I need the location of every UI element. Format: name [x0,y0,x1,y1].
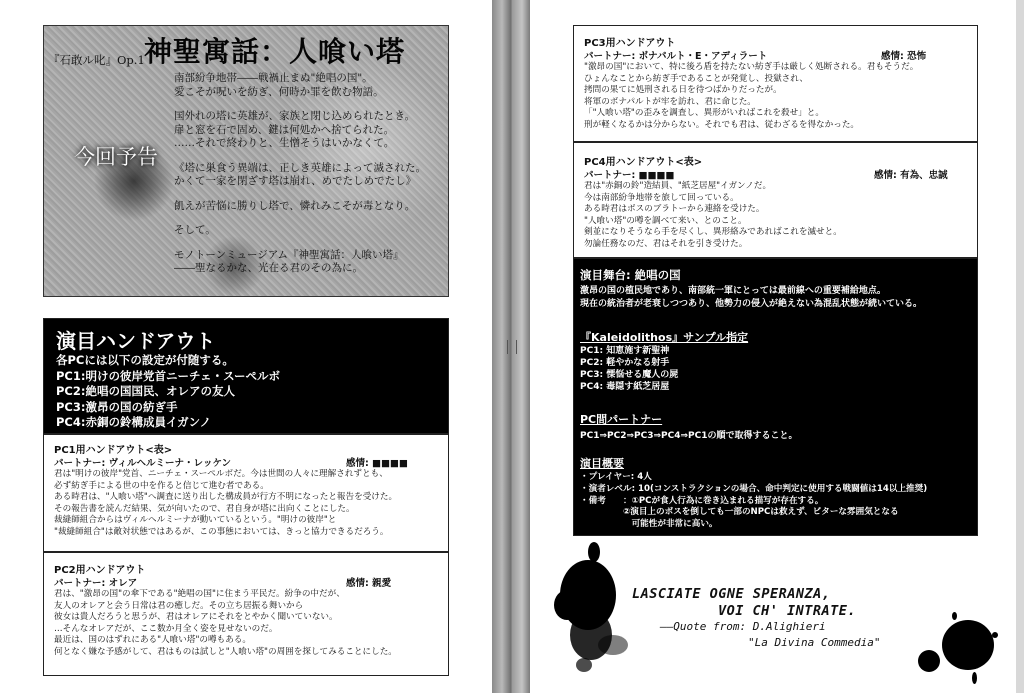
stage-panel [573,258,978,536]
stage-line: 現在の統治者が老衰しつつあり、他勢力の侵入が絶えない為混乱状態が続いている。 [580,299,923,309]
pc3-line: "激昂の国"において、特に後ろ盾を持たない紡ぎ手は厳しく処断される。君もそうだ。 [584,62,919,72]
handout-line: PC1:明けの彼岸党首ニーチェ・スーペルボ [56,368,281,383]
pc4-handout [573,142,978,258]
pc3-emotion: 感情: 恐怖 [881,51,927,62]
pc4-partner: パートナー: ■■■■ [584,170,675,181]
sample-title: 『Kaleidolithos』サンプル指定 [580,331,749,344]
preview-line: 扉と窓を石で固め、鍵は何処かへ捨てられた。 [174,123,395,136]
preview-line: ……それで終わりと、生憎そうはいかなくて。 [174,137,395,149]
quote-work: "La Divina Commedia" [748,636,881,649]
pc2-body [54,589,397,659]
partner-text: PC1⇒PC2⇒PC3⇒PC4⇒PC1の順で取得すること。 [580,431,798,441]
overview-item: ・プレイヤー: 4人 [580,472,652,482]
preview-line: 愛こそが呪いを紡ぎ、何時か罪を飲む物語。 [174,85,384,98]
preview-line [174,213,444,224]
sample-item: PC3: 慄悩せる魔人の屍 [580,370,679,380]
op-label: 『石敢ル叱』Op.1 [48,53,145,67]
handout-line: PC2:絶唱の国国民、オレアの友人 [56,384,235,398]
pc3-body [584,62,918,132]
divider-grip-icon[interactable] [507,340,517,354]
pc1-line: ある時君は、"人喰い塔"へ調査に送り出した構成員が行方不明になったと報告を受けた。 [54,492,398,503]
sample-list [580,345,678,393]
preview-line: 飢えが苦悩に勝りし塔で、憐れみこそが毒となり。 [174,199,416,212]
preview-line: ――聖なるかな、光在る君のその為に。 [174,262,363,274]
pc3-line: 「"人喰い塔"の歪みを調査し、異形がいればこれを殺せ」と。 [584,108,824,119]
pc1-emotion: 感情: ■■■■ [346,458,409,469]
pc4-line: "人喰い塔"の噂を調べて来い、とのこと。 [584,215,747,226]
preview-line: 国外れの塔に英雄が、家族と閉じ込められたとき。 [174,110,416,122]
sample-item: PC1: 知恵施す新聖神 [580,346,670,356]
overview-title: 演目概要 [580,457,624,470]
quote-line-1: LASCIATE OGNE SPERANZA, [632,586,831,602]
page-divider[interactable] [492,0,530,693]
pc3-line: ひょんなことから紡ぎ手であることが発覚し、投獄され、 [584,73,808,84]
pc2-line: 君は、"激昂の国"の傘下である"絶唱の国"に住まう平民だ。紛争の中だが、 [54,589,345,599]
preview-line: モノトーンミュージアム『神聖寓話：人喰い塔』 [174,248,404,261]
overview-item: 可能性が非常に高い。 [580,519,718,530]
pc1-partner: パートナー: ヴィルヘルミーナ・レッケン [54,458,231,469]
scrollbar-track[interactable] [1016,0,1024,693]
preview-badge: 今回予告 [74,145,158,169]
stage-description [580,285,922,311]
pc3-line: 刑が軽くなるかは分からない。それでも君は、従わざるを得なかった。 [584,119,860,130]
handout-line: PC4:赤銅の鈴構成員イガンノ [56,415,212,429]
handout-header [43,318,449,434]
sample-item: PC2: 軽やかなる射手 [580,358,670,368]
preview-panel [43,25,449,297]
overview-item: ・演者レベル: 10(コンストラクションの場合、命中判定に使用する戦闘値は14以上推奨) [580,483,928,494]
pc2-handout [43,552,449,676]
pc3-partner: パートナー: ボナパルト・E・アディラート [584,51,768,62]
quote-line-2: VOI CH' INTRATE. [718,603,857,619]
pc4-body [584,181,842,251]
stage-title: 演目舞台: 絶唱の国 [580,268,681,282]
ink-splatter-right [912,612,1002,687]
pc4-title: PC4用ハンドアウト<表> [584,157,703,168]
ink-splatter-left [548,540,628,675]
pc1-body [54,469,397,539]
preview-line [174,99,444,110]
preview-line [174,189,444,200]
scenario-title: 神聖寓話：人喰い塔 [144,35,406,68]
preview-line: 《塔に巣食う異端は、正しき英雄によって滅された。 [174,161,426,174]
preview-line: 南部紛争地帯――戦禍止まぬ"絶唱の国"。 [174,72,373,84]
preview-line: そして。 [174,224,216,236]
pc4-line: 剣並になりそうなら手を尽くし、異形絡みであればこれを滅せと。 [584,227,842,238]
overview-item: ・備考 ：①PCが食人行為に巻き込まれる描写が存在する。 [580,495,824,506]
pc1-line: "裁縫師組合"は敵対状態ではあるが、この事態においては、きっと協力できるだろう。 [54,526,389,537]
pc1-line: 君は"明けの彼岸"党首、ニーチェ・スーペルボだ。今は世間の人々に理解されずとも、 [54,469,388,479]
sample-item: PC4: 毒隠す紙芝居屋 [580,382,670,392]
preview-line: かくて一家を閉ざす塔は崩れ、めでたしめでたし》 [174,175,417,187]
handout-line: 各PCには以下の設定が付随する。 [56,353,234,367]
preview-line [174,238,444,249]
pc2-title: PC2用ハンドアウト [54,565,146,576]
pc4-emotion: 感情: 有為、忠誠 [874,170,948,181]
pc2-line: 最近は、国のはずれにある"人喰い塔"の噂もある。 [54,635,251,646]
pc2-line: …そんなオレアだが、ここ数か月全く姿を見せないのだ。 [54,623,278,634]
pc2-partner: パートナー: オレア [54,578,138,589]
handout-lines [56,353,280,431]
pc2-line: 何となく嫌な予感がして、君はものは試しと"人喰い塔"の周囲を探してみることにした。 [54,646,397,657]
pc4-line: 今は南部紛争地帯を旅して回っている。 [584,192,739,203]
pc3-handout [573,25,978,142]
pc1-line: 必ず紡ぎ手による世の中を作ると信じて進む者である。 [54,480,269,491]
partner-title: PC間パートナー [580,413,663,426]
pc1-title: PC1用ハンドアウト<表> [54,445,173,456]
overview-item: ②演目上のボスを倒しても一部のNPCは救えず、ビターな雰囲気となる [580,507,899,518]
preview-line [174,151,444,162]
pc1-line: その報告書を読んだ結果、気が向いたので、君自身が塔に出向くことにした。 [54,503,355,514]
pc2-emotion: 感情: 親愛 [346,578,392,589]
pc3-title: PC3用ハンドアウト [584,38,676,49]
pc4-line: 勿論任務なのだ、君はそれを引き受けた。 [584,238,748,249]
pc1-handout [43,434,449,552]
pc1-line: 裁縫師組合からはヴィルヘルミーナが動いているという。"明けの彼岸"と [54,515,337,526]
stage-line: 激昂の国の植民地であり、南部統一軍にとっては最前線への重要補給地点。 [580,286,886,296]
quote-source: ――Quote from: D.Alighieri [660,620,826,633]
pc4-line: 君は"赤銅の鈴"造結員、"紙芝居屋"イガンノだ。 [584,181,772,191]
pc2-line: 彼女は貴人だろうと思うが、君はオレアにそれをとやかく聞いていない。 [54,612,338,623]
pc3-line: 拷問の果てに処刑される日を待つばかりだったが。 [584,85,782,96]
overview-list [580,472,927,531]
preview-text [174,72,444,276]
pc3-line: 将軍のボナパルトが牢を訪れ、君に命じた。 [584,96,756,107]
pc2-line: 友人のオレアと会う日常は君の癒しだ。その立ち居振る舞いから [54,600,304,611]
handout-title: 演目ハンドアウト [56,329,216,353]
pc4-line: ある時君はボスのブラトーから連絡を受けた。 [584,204,765,215]
handout-line: PC3:激昂の国の紡ぎ手 [56,399,178,414]
